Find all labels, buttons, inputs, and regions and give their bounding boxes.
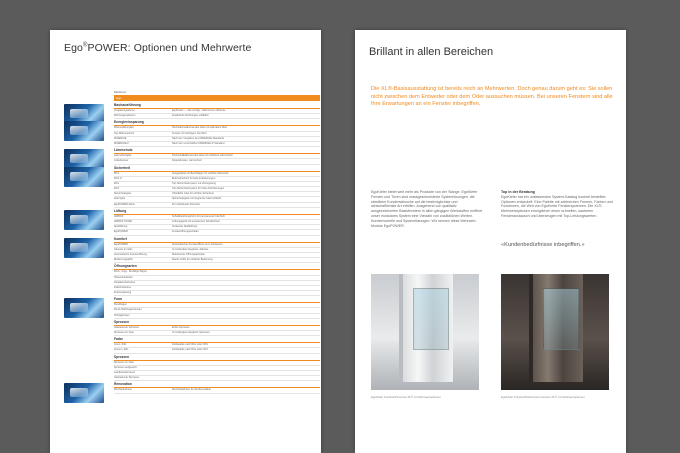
option-description: Für individuelle Wünsche: [172, 202, 200, 206]
body-heading-right: Top in der Beratung: [501, 190, 535, 194]
table-section: [64, 209, 320, 236]
section-thumbnail-image: [64, 210, 104, 230]
option-description: Schalldämpfungsform für permanente Frischluft: [172, 214, 225, 218]
option-description: [172, 376, 320, 380]
option-description: VSG/ESG Glas für erhöhte Sicherheit: [172, 192, 214, 196]
option-name: Wechselrahmen: [114, 388, 133, 392]
section-body: [114, 297, 320, 319]
title-text: POWER: Optionen und Mehrwerte: [87, 42, 252, 54]
option-description: [172, 276, 320, 280]
option-description: Doppelfenster, Lärmschutz: [172, 159, 202, 163]
table-row: [114, 258, 320, 263]
window-frame-dark: [529, 274, 583, 382]
option-name: RC2: [114, 181, 120, 185]
option-description: Top-Sicherheitssystem mit Verriegelung: [172, 181, 216, 185]
option-description: Automatisches Fensteröffnen und -schliessen: [172, 242, 223, 246]
option-description: Top-Sicherheitssystem für hohe Anforderungen: [172, 187, 225, 191]
option-name: Rundbogen: [114, 303, 127, 307]
options-table: [64, 90, 320, 394]
table-row: [114, 142, 320, 147]
option-name: Bedienungsgriffe: [114, 258, 133, 262]
option-name: Wärmedämmglas: [114, 126, 134, 130]
option-name: Glasteilende Sprossen: [114, 325, 140, 329]
option-description: Farbpalette nach RAL oder NCS: [172, 348, 208, 352]
option-description: Zusätzliche Dichtungen erhältlich: [172, 114, 209, 118]
section-thumbnail-image: [64, 121, 104, 141]
option-name: Automatische Fensteröffnung: [114, 252, 147, 256]
option-name: Top-Wärmeschutz: [114, 131, 135, 135]
section-thumbnail-image: [64, 238, 104, 258]
photo-caption-left: EgoKiefer Kunststoff-Fenster XL® mit Mehrwertoptionen: [371, 395, 441, 399]
glass-pane: [413, 288, 449, 350]
table-section: [64, 103, 320, 119]
option-name: Innen, RAL: [114, 343, 127, 347]
option-name: Sprossen im Glas: [114, 360, 134, 364]
option-description: [172, 371, 320, 375]
glass-pane: [543, 288, 579, 350]
option-description: [172, 270, 320, 274]
section-body: [114, 148, 320, 164]
section-title: Lüftung: [114, 209, 320, 215]
option-description: Fenster mit niedrigem Uw-Wert: [172, 131, 207, 135]
page-title-right: Brillant in allen Bereichen: [369, 46, 494, 58]
table-row: [114, 314, 320, 319]
option-description: Verdeckte Spaltlüftung: [172, 225, 198, 229]
section-body: [114, 120, 320, 147]
section-thumbnail-image: [64, 298, 104, 318]
option-name: Faltschiebetüre: [114, 285, 132, 289]
option-name: Festverglasung: [114, 291, 132, 295]
option-name: MINERGIE-P: [114, 141, 129, 145]
table-header: [64, 90, 320, 102]
option-description: [172, 366, 320, 370]
option-description: Fensteröffnungsschalter: [172, 230, 199, 234]
option-description: [172, 281, 320, 285]
header-label: Merkmal: [114, 90, 126, 94]
table-section: [64, 355, 320, 382]
option-name: Sicherheitsglas: [114, 192, 131, 196]
option-description: [172, 361, 320, 365]
option-description: Farbpalette nach RAL oder NCS: [172, 343, 208, 347]
table-row: [114, 114, 320, 119]
section-body: [114, 337, 320, 353]
option-name: Spaltlüftung: [114, 225, 128, 229]
section-body: [114, 355, 320, 382]
option-name: EgoPOWER Alarm: [114, 202, 135, 206]
pull-quote: «Kundenbedürfnisse inbegriffen.»: [501, 242, 585, 248]
option-name: Sprossen im Glas: [114, 331, 134, 334]
brochure-page-right: [355, 30, 626, 453]
section-body: [114, 264, 320, 296]
window-profile-photo-dark: [501, 274, 609, 390]
option-description: Lüftungsgerät mit erweitertem Schallschutz: [172, 220, 220, 223]
table-row: [114, 376, 320, 381]
option-name: Rund-/Stichbogenfenster: [114, 308, 142, 312]
section-thumbnail-image: [64, 383, 104, 403]
table-row: [114, 388, 320, 393]
section-body: [114, 237, 320, 264]
section-title: Sicherheit: [114, 166, 320, 172]
section-title: Renovation: [114, 382, 320, 388]
window-profile-photo-white: [371, 274, 479, 390]
option-description: Motorisierte Öffnungsantriebe: [172, 252, 205, 256]
option-name: Landhaussprossen: [114, 370, 136, 374]
body-text-left: EgoKiefer bietet weit mehr als Produkte von der Stange. EgoKiefer Fenster und Türen sind massgeschneiderte Systemlösungen, die sämtliche Kundenwünsche auf die bestmöglichste und wirtschaftlichste Art erfüllen. Ausgehend von qualitativ ausgezeichneten Basisfenstern in allen gängigen Werkstoffen eröffnet unser modulares System eine Vielzahl von zusätzlichen Werten. Kundenvorteile und Systemlösungen. Wir nennen diese Mehrwert-Module EgoPOWER.: [371, 190, 483, 228]
brochure-page-left: [50, 30, 321, 453]
option-description: Nach den Vorgaben des MINERGIE-Standards: [172, 136, 225, 140]
option-name: Verglasungsebene: [114, 109, 135, 112]
option-name: Sprossen aufgesetzt: [114, 365, 137, 369]
option-name: Dreh-, Kipp-, Drehkipp-Flügel: [114, 270, 147, 274]
body-column-left: [371, 190, 483, 228]
option-description: [172, 286, 320, 290]
table-section: [64, 320, 320, 336]
option-name: MINERGIE: [114, 136, 127, 140]
section-body: [114, 103, 320, 119]
option-description: Nach dem verschärften MINERGIE-P-Standard: [172, 141, 225, 145]
option-description: [172, 308, 320, 312]
body-text-right: EgoKiefer hat ein umfassendes System-Katalog konkret bestellter Optionen entwickelt. Eine Palette mit zahlreichen Formen, Farben und Funktionen, die Welt von EgoKiefer Fenstersystemen. Die XL®-Mehrwertoptionen ermöglichen einen schnellen, sauberen Fensteraustausch und überzeugen mit Top-Leistungswerten.: [501, 194, 613, 218]
option-name: AIRBOX NOISE: [114, 220, 132, 223]
table-row: [114, 331, 320, 336]
section-title: Lärmschutz: [114, 148, 320, 154]
option-description: Flache Griffe für einfache Bedienung: [172, 258, 213, 262]
table-section: [64, 382, 320, 393]
option-name: RC1: [114, 171, 120, 175]
option-name: Lärmschutzglas: [114, 154, 132, 158]
section-title: Sprossen: [114, 320, 320, 326]
section-title: Farbe: [114, 337, 320, 343]
table-row: [114, 203, 320, 208]
table-section: [64, 337, 320, 353]
option-description: [172, 303, 320, 307]
option-name: EgoPOWER: [114, 242, 128, 246]
title-registered-mark: ®: [82, 42, 88, 49]
option-name: RC3: [114, 187, 120, 191]
option-description: Sicherheitsglas mit integrierter Alarmschleife: [172, 197, 222, 201]
option-description: EgoPower — das einzige, vollkommen effiziente: [172, 109, 226, 112]
section-title: Energieeinsparung: [114, 120, 320, 126]
table-section: [64, 297, 320, 319]
title-brand: Ego: [64, 42, 83, 54]
table-section: [64, 264, 320, 296]
option-name: AIRBOX: [114, 214, 124, 218]
table-row: [114, 291, 320, 296]
option-description: [172, 314, 320, 318]
option-name: Parallelschiebetüre: [114, 280, 136, 284]
option-description: Einbruchschutz für tiefe Anforderungen: [172, 176, 216, 180]
option-name: Schrägfenster: [114, 313, 130, 317]
section-title: Öffnungsarten: [114, 264, 320, 270]
option-name: Hebeschiebetüre: [114, 275, 133, 279]
option-description: Ausgestattet mit Beschlägen für erhöhte Sicherheit: [172, 171, 229, 175]
table-row: [114, 230, 320, 235]
option-description: Im Isolierglas integrierte Jalousie: [172, 247, 209, 251]
page-title-left: [64, 42, 251, 54]
option-description: Wechselrahmen für die Renovation: [172, 388, 212, 392]
table-section: [64, 166, 320, 208]
section-title: Sprossen: [114, 355, 320, 361]
option-description: Hochschalldämmendes Glas mit erhöhtem Lärmschutz: [172, 154, 233, 158]
section-title: Form: [114, 297, 320, 303]
section-title: Basisausführung: [114, 103, 320, 109]
option-name: Jalousie im Glas: [114, 247, 133, 251]
section-body: [114, 320, 320, 336]
option-name: Isolierfenster: [114, 159, 129, 163]
section-body: [114, 166, 320, 208]
section-body: [114, 209, 320, 236]
option-name: Aussen, RAL: [114, 348, 129, 352]
option-name: RC2 N: [114, 176, 122, 180]
option-description: Echte Sprossen: [172, 325, 190, 329]
window-frame-white: [399, 274, 453, 382]
table-section: [64, 148, 320, 164]
header-bar-label: Ego: [116, 96, 122, 100]
section-title: Komfort: [114, 237, 320, 243]
section-body: [114, 382, 320, 393]
option-description: Hochwärmedämmendes Glas mit optimalem Wert: [172, 126, 228, 130]
photo-caption-right: EgoKiefer Kunststoff/Aluminium-Fenster XL® mit Mehrwertoptionen: [501, 395, 585, 399]
option-name: EgoPOWER: [114, 230, 128, 234]
option-name: Glasteilende Sprossen: [114, 376, 140, 380]
option-name: Alarmglas: [114, 197, 126, 201]
body-column-right: [501, 190, 613, 219]
option-description: Im Isolierglas integrierte Sprossen: [172, 331, 210, 334]
table-row: [114, 159, 320, 164]
table-section: [64, 120, 320, 147]
table-section: [64, 237, 320, 264]
table-row: [114, 348, 320, 353]
option-name: Dichtungsvarianten: [114, 114, 136, 118]
option-description: [172, 291, 320, 295]
section-thumbnail-image: [64, 167, 104, 187]
header-bar: [114, 95, 320, 101]
intro-paragraph: Die XL®-Basisausstattung ist bereits reich an Mehrwerten. Doch genau darum geht es: Sie sollen nicht zwischen dem Entweder oder dem Oder aussuchen müssen. Bei unseren Fenstern sind alle Ihre Erwartungen an ein Fenster inbegriffen.: [371, 86, 613, 108]
